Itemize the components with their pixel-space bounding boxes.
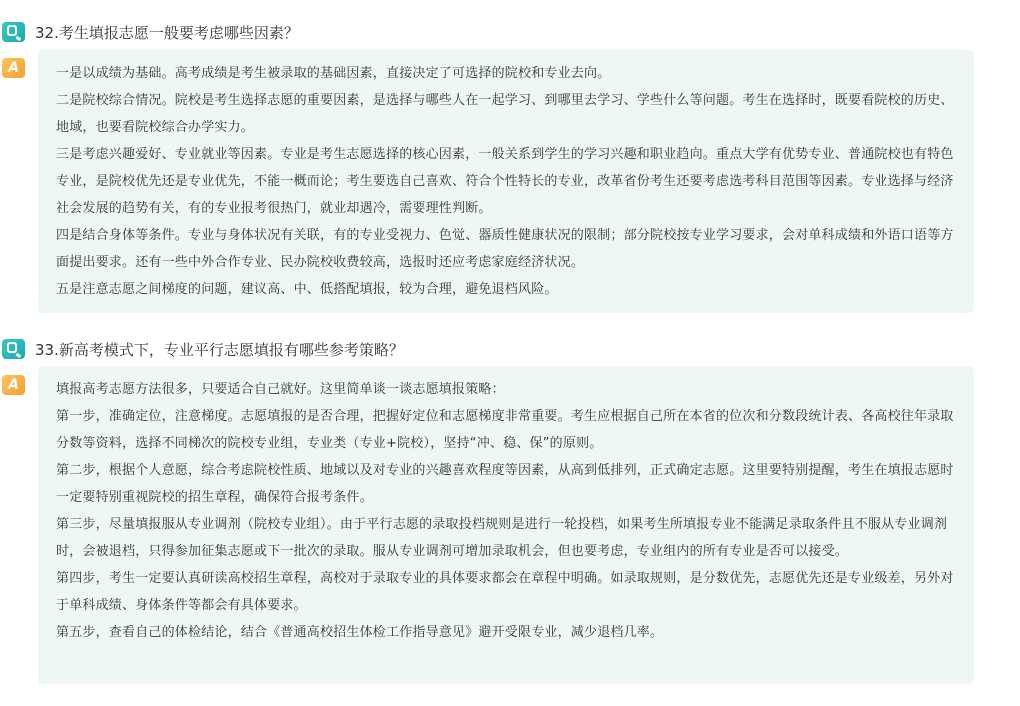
answer-icon: A	[2, 58, 25, 78]
answer-paragraph: 四是结合身体等条件。专业与身体状况有关联，有的专业受视力、色觉、器质性健康状况的限制；部分院校按专业学习要求，会对单科成绩和外语口语等方面提出要求。还有一些中外合作专业、民办院校收费较高，选报时还应考虑家庭经济状况。	[56, 228, 954, 270]
answer-box	[38, 50, 974, 313]
answer-paragraph: 第五步，查看自己的体检结论，结合《普通高校招生体检工作指导意见》避开受限专业，减少退档几率。	[56, 625, 664, 640]
answer-paragraph: 五是注意志愿之间梯度的问题，建议高、中、低搭配填报，较为合理，避免退档风险。	[56, 282, 558, 297]
answer-paragraph: 二是院校综合情况。院校是考生选择志愿的重要因素，是选择与哪些人在一起学习、到哪里去学习、学些什么等问题。考生在选择时，既要看院校的历史、地域，也要看院校综合办学实力。	[56, 93, 954, 135]
answer-paragraph: 第三步，尽量填报服从专业调剂（院校专业组）。由于平行志愿的录取投档规则是进行一轮投档，如果考生所填报专业不能满足录取条件且不服从专业调剂时，会被退档，只得参加征集志愿或下一批次的录取。服从专业调剂可增加录取机会，但也要考虑，专业组内的所有专业是否可以接受。	[56, 517, 948, 559]
answer-paragraph: 填报高考志愿方法很多，只要适合自己就好。这里简单谈一谈志愿填报策略：	[56, 382, 505, 397]
answer-paragraph: 第二步，根据个人意愿，综合考虑院校性质、地域以及对专业的兴趣喜欢程度等因素，从高到低排列，正式确定志愿。这里要特别提醒，考生在填报志愿时一定要特别重视院校的招生章程，确保符合报考条件。	[56, 463, 954, 505]
question-row	[0, 20, 1000, 46]
answer-paragraph: 第一步，准确定位，注意梯度。志愿填报的是否合理，把握好定位和志愿梯度非常重要。考生应根据自己所在本省的位次和分数段统计表、各高校往年录取分数等资料，选择不同梯次的院校专业组，专业类（专业+院校），坚持“冲、稳、保”的原则。	[56, 409, 954, 451]
answer-box	[38, 366, 974, 684]
question-text: 32.考生填报志愿一般要考虑哪些因素？	[35, 24, 299, 42]
question-text: 33.新高考模式下，专业平行志愿填报有哪些参考策略？	[35, 341, 404, 359]
question-icon	[2, 339, 25, 359]
answer-paragraph: 第四步，考生一定要认真研读高校招生章程，高校对于录取专业的具体要求都会在章程中明确。如录取规则，是分数优先，志愿优先还是专业级差，另外对于单科成绩、身体条件等都会有具体要求。	[56, 571, 954, 613]
question-row	[0, 337, 1000, 363]
question-icon	[2, 22, 25, 42]
answer-icon: A	[2, 375, 25, 395]
answer-paragraph: 一是以成绩为基础。高考成绩是考生被录取的基础因素，直接决定了可选择的院校和专业去向。	[56, 66, 611, 81]
answer-paragraph: 三是考虑兴趣爱好、专业就业等因素。专业是考生志愿选择的核心因素，一般关系到学生的学习兴趣和职业趋向。重点大学有优势专业、普通院校也有特色专业，是院校优先还是专业优先，不能一概而论；考生要选自己喜欢、符合个性特长的专业，改革省份考生还要考虑选考科目范围等因素。专业选择与经济社会发展的趋势有关，有的专业报考很热门，就业却遇冷，需要理性判断。	[56, 147, 954, 216]
